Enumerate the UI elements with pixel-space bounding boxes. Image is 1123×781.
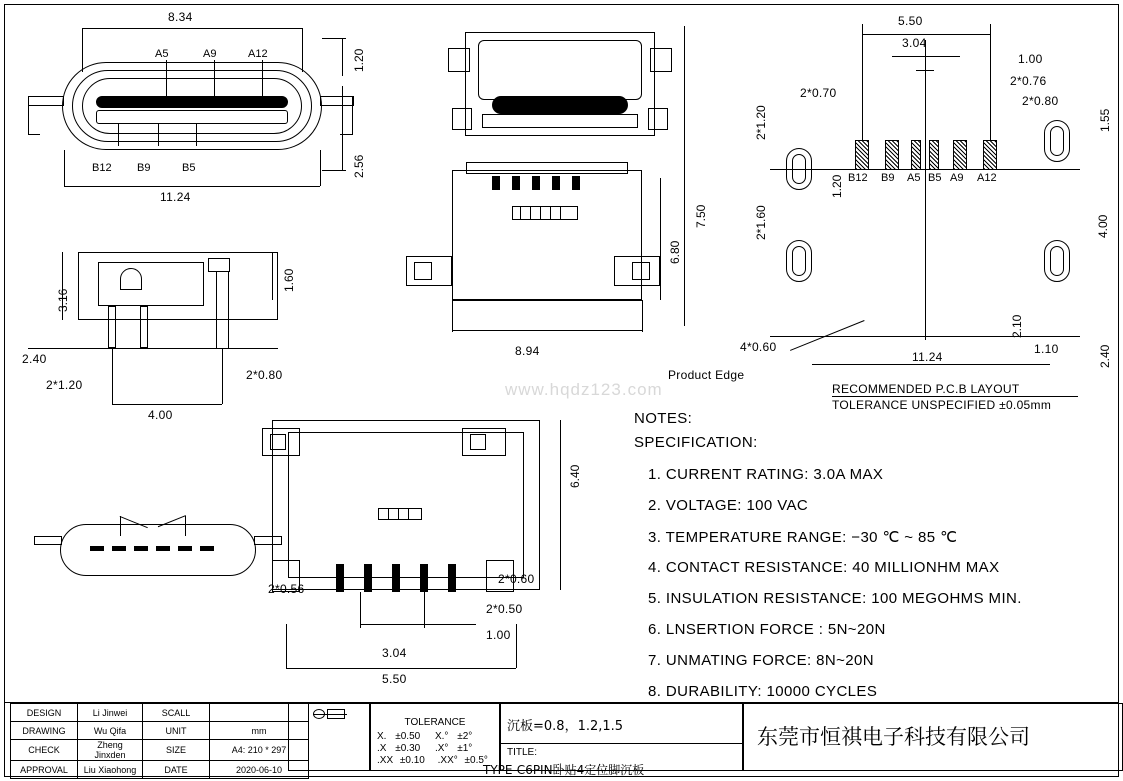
tb-name-0: Li Jinwei: [78, 704, 143, 722]
dim-8-34: 8.34: [168, 10, 193, 24]
rear-pad-2: [112, 546, 126, 551]
pcb-pad-A9: [953, 140, 967, 170]
pcb-label-A9: A9: [950, 172, 964, 184]
dim-8-94: 8.94: [515, 344, 540, 358]
note-item-5: 5. INSULATION RESISTANCE: 100 MEGOHMS MIN.: [648, 590, 1022, 607]
specification-heading: SPECIFICATION:: [634, 434, 758, 451]
pcb-layout-title: RECOMMENDED P.C.B LAYOUT: [832, 382, 1020, 396]
tolerance-row-0: [377, 731, 472, 742]
lsv-tab: [208, 258, 230, 272]
tab-left: [452, 108, 472, 130]
tongue-lower: [96, 110, 288, 124]
title-label: TITLE:: [507, 747, 538, 758]
side-top-rail: [466, 162, 628, 174]
bcv-lead-4: [420, 564, 428, 592]
note-item-6: 6. LNSERTION FORCE : 5N~20N: [648, 621, 886, 638]
dim-pcb-4x0-60: 4*0.60: [740, 340, 777, 354]
dim-2-40: 2.40: [22, 352, 47, 366]
dim-7-50: 7.50: [694, 204, 708, 228]
pin-A5: A5: [155, 48, 169, 60]
tongue-bar: [96, 96, 288, 108]
rear-leg-right: [254, 536, 282, 545]
pcb-pad-B5: [929, 140, 939, 170]
tb-field-1: UNIT: [143, 722, 210, 740]
note-item-2: 2. VOLTAGE: 100 VAC: [648, 497, 809, 514]
dim-pcb-2x0-76: 2*0.76: [1010, 74, 1047, 88]
dim-2x1-20: 2*1.20: [46, 378, 83, 392]
tb-field-3: DATE: [143, 761, 210, 779]
pin-A12: A12: [248, 48, 268, 60]
tb-name-2: Zheng Jinxden: [78, 740, 143, 761]
dim-pcb-2x1-20: 2*1.20: [754, 105, 768, 140]
dim-2x0-56: 2*0.56: [268, 582, 305, 596]
tb-name-3: Liu Xiaohong: [78, 761, 143, 779]
pcb-label-B5: B5: [928, 172, 942, 184]
clip-right: [650, 48, 672, 72]
note-item-4: 4. CONTACT RESISTANCE: 40 MILLIONHM MAX: [648, 559, 1000, 576]
bcv-pad-left-hole: [270, 434, 286, 450]
pin-d: [552, 176, 560, 190]
product-edge-label: Product Edge: [668, 368, 745, 382]
tol-2-1: ±0.10: [399, 755, 425, 766]
pin-b: [512, 176, 520, 190]
pin-B5: B5: [182, 162, 196, 174]
company-name: 东莞市恒祺电子科技有限公司: [757, 725, 1030, 749]
dim-pcb-2-10: 2.10: [1010, 314, 1024, 338]
dim-1-00: 1.00: [486, 628, 511, 642]
title-value: TYPE-C6PIN卧贴4定位脚沉板: [483, 763, 645, 777]
tol-1-3: ±1°: [457, 743, 473, 754]
tol-0-0: X.: [377, 731, 387, 742]
dim-pcb-1-20: 1.20: [830, 174, 844, 198]
pcb-label-B12: B12: [848, 172, 868, 184]
bcv-center-block: [378, 508, 422, 520]
dim-5-50-bottom: 5.50: [382, 672, 407, 686]
note-item-1: 1. CURRENT RATING: 3.0A MAX: [648, 466, 884, 483]
pin-a: [492, 176, 500, 190]
tb-field-0: SCALL: [143, 704, 210, 722]
rear-pad-6: [200, 546, 214, 551]
tb-role-0: DESIGN: [11, 704, 78, 722]
tol-0-2: X.°: [434, 731, 449, 742]
dim-3-04-bottom: 3.04: [382, 646, 407, 660]
dim-2-56: 2.56: [352, 154, 366, 178]
rear-pad-5: [178, 546, 192, 551]
tb-value-1: mm: [210, 722, 309, 740]
bcv-lead-5: [448, 564, 456, 592]
pcb-hole-tr-in: [1050, 126, 1064, 156]
tol-1-2: .X°: [434, 743, 449, 754]
tb-role-1: DRAWING: [11, 722, 78, 740]
bcv-lead-2: [364, 564, 372, 592]
notes-heading: NOTES:: [634, 410, 693, 427]
tol-1-0: .X: [377, 743, 387, 754]
pin-B12: B12: [92, 162, 112, 174]
sink-note: 沉板=0.8，1.2,1.5: [507, 719, 624, 734]
tb-role-2: CHECK: [11, 740, 78, 761]
bcv-lead-3: [392, 564, 400, 592]
foot-left-inner: [414, 262, 432, 280]
top-shell-inner: [478, 40, 642, 100]
lsv-cap: [120, 268, 142, 290]
dim-2x0-60: 2*0.60: [498, 572, 535, 586]
note-item-8: 8. DURABILITY: 10000 CYCLES: [648, 683, 878, 700]
tb-value-3: 2020-06-10: [210, 761, 309, 779]
pcb-label-A5: A5: [907, 172, 921, 184]
tol-2-2: .XX°: [437, 755, 458, 766]
pcb-label-B9: B9: [881, 172, 895, 184]
leg-right: [320, 96, 354, 106]
pin-B9: B9: [137, 162, 151, 174]
pcb-tolerance: TOLERANCE UNSPECIFIED ±0.05mm: [832, 398, 1052, 412]
side-window: [512, 206, 578, 220]
bcv-lead-1: [336, 564, 344, 592]
tolerance-row-2: [377, 755, 488, 766]
clip-left: [448, 48, 470, 72]
note-item-7: 7. UNMATING FORCE: 8N~20N: [648, 652, 875, 669]
foot-right-inner: [632, 262, 650, 280]
rear-leg-left: [34, 536, 62, 545]
projection-symbol-icon: [313, 709, 347, 719]
dim-pcb-2x1-60: 2*1.60: [754, 205, 768, 240]
tb-name-1: Wu Qifa: [78, 722, 143, 740]
dim-pcb-2-40: 2.40: [1098, 344, 1112, 368]
dim-1-20: 1.20: [352, 48, 366, 72]
dim-pcb-1-10: 1.10: [1034, 342, 1059, 356]
rear-pad-3: [134, 546, 148, 551]
pcb-pad-A12: [983, 140, 997, 170]
watermark: www.hqdz123.com: [505, 380, 663, 399]
pcb-label-A12: A12: [977, 172, 997, 184]
dim-pcb-1-00: 1.00: [1018, 52, 1043, 66]
pin-c: [532, 176, 540, 190]
tb-role-3: APPROVAL: [11, 761, 78, 779]
rear-pad-1: [90, 546, 104, 551]
tab-right: [648, 108, 668, 130]
top-cavity: [492, 96, 628, 114]
dim-pcb-1-55: 1.55: [1098, 108, 1112, 132]
tol-0-1: ±0.50: [395, 731, 421, 742]
dim-pcb-2x0-80: 2*0.80: [1022, 94, 1059, 108]
tb-value-2: A4: 210 * 297: [210, 740, 309, 761]
note-item-3: 3. TEMPERATURE RANGE: −30 ℃ ~ 85 ℃: [648, 529, 958, 546]
dim-pcb-5-50: 5.50: [898, 14, 923, 28]
dim-6-80: 6.80: [668, 240, 682, 264]
tol-2-0: .XX: [377, 755, 394, 766]
pin-e: [572, 176, 580, 190]
title-block: [5, 702, 1118, 777]
dim-3-16: 3.16: [56, 288, 70, 312]
pcb-pad-B12: [855, 140, 869, 170]
tolerance-row-1: [377, 743, 472, 754]
rear-pad-4: [156, 546, 170, 551]
dim-pcb-11-24: 11.24: [912, 350, 943, 364]
lsv-post-left: [108, 306, 116, 348]
dim-pcb-3-04: 3.04: [902, 36, 927, 50]
dim-6-40: 6.40: [568, 464, 582, 488]
pcb-hole-br-in: [1050, 246, 1064, 276]
tolerance-header: TOLERANCE: [404, 717, 466, 728]
dim-1-60: 1.60: [282, 268, 296, 292]
dim-pcb-4-00: 4.00: [1096, 214, 1110, 238]
tol-1-1: ±0.30: [395, 743, 421, 754]
title-block-left: [10, 703, 309, 779]
tb-field-2: SIZE: [143, 740, 210, 761]
bcv-pad-right-hole: [470, 434, 486, 450]
leg-left: [28, 96, 64, 106]
dim-2x0-50: 2*0.50: [486, 602, 523, 616]
pin-A9: A9: [203, 48, 217, 60]
dim-11-24: 11.24: [160, 190, 191, 204]
dim-pcb-2x0-70: 2*0.70: [800, 86, 837, 100]
tol-2-3: ±0.5°: [464, 755, 488, 766]
pcb-hole-bl-in: [792, 246, 806, 276]
dim-4-00: 4.00: [148, 408, 173, 422]
lsv-inner: [98, 262, 204, 306]
top-front-lip: [482, 114, 638, 128]
lsv-post-right: [140, 306, 148, 348]
dim-2x0-80: 2*0.80: [246, 368, 283, 382]
pcb-pad-B9: [885, 140, 899, 170]
pcb-pad-A5: [911, 140, 921, 170]
tol-0-3: ±2°: [457, 731, 473, 742]
